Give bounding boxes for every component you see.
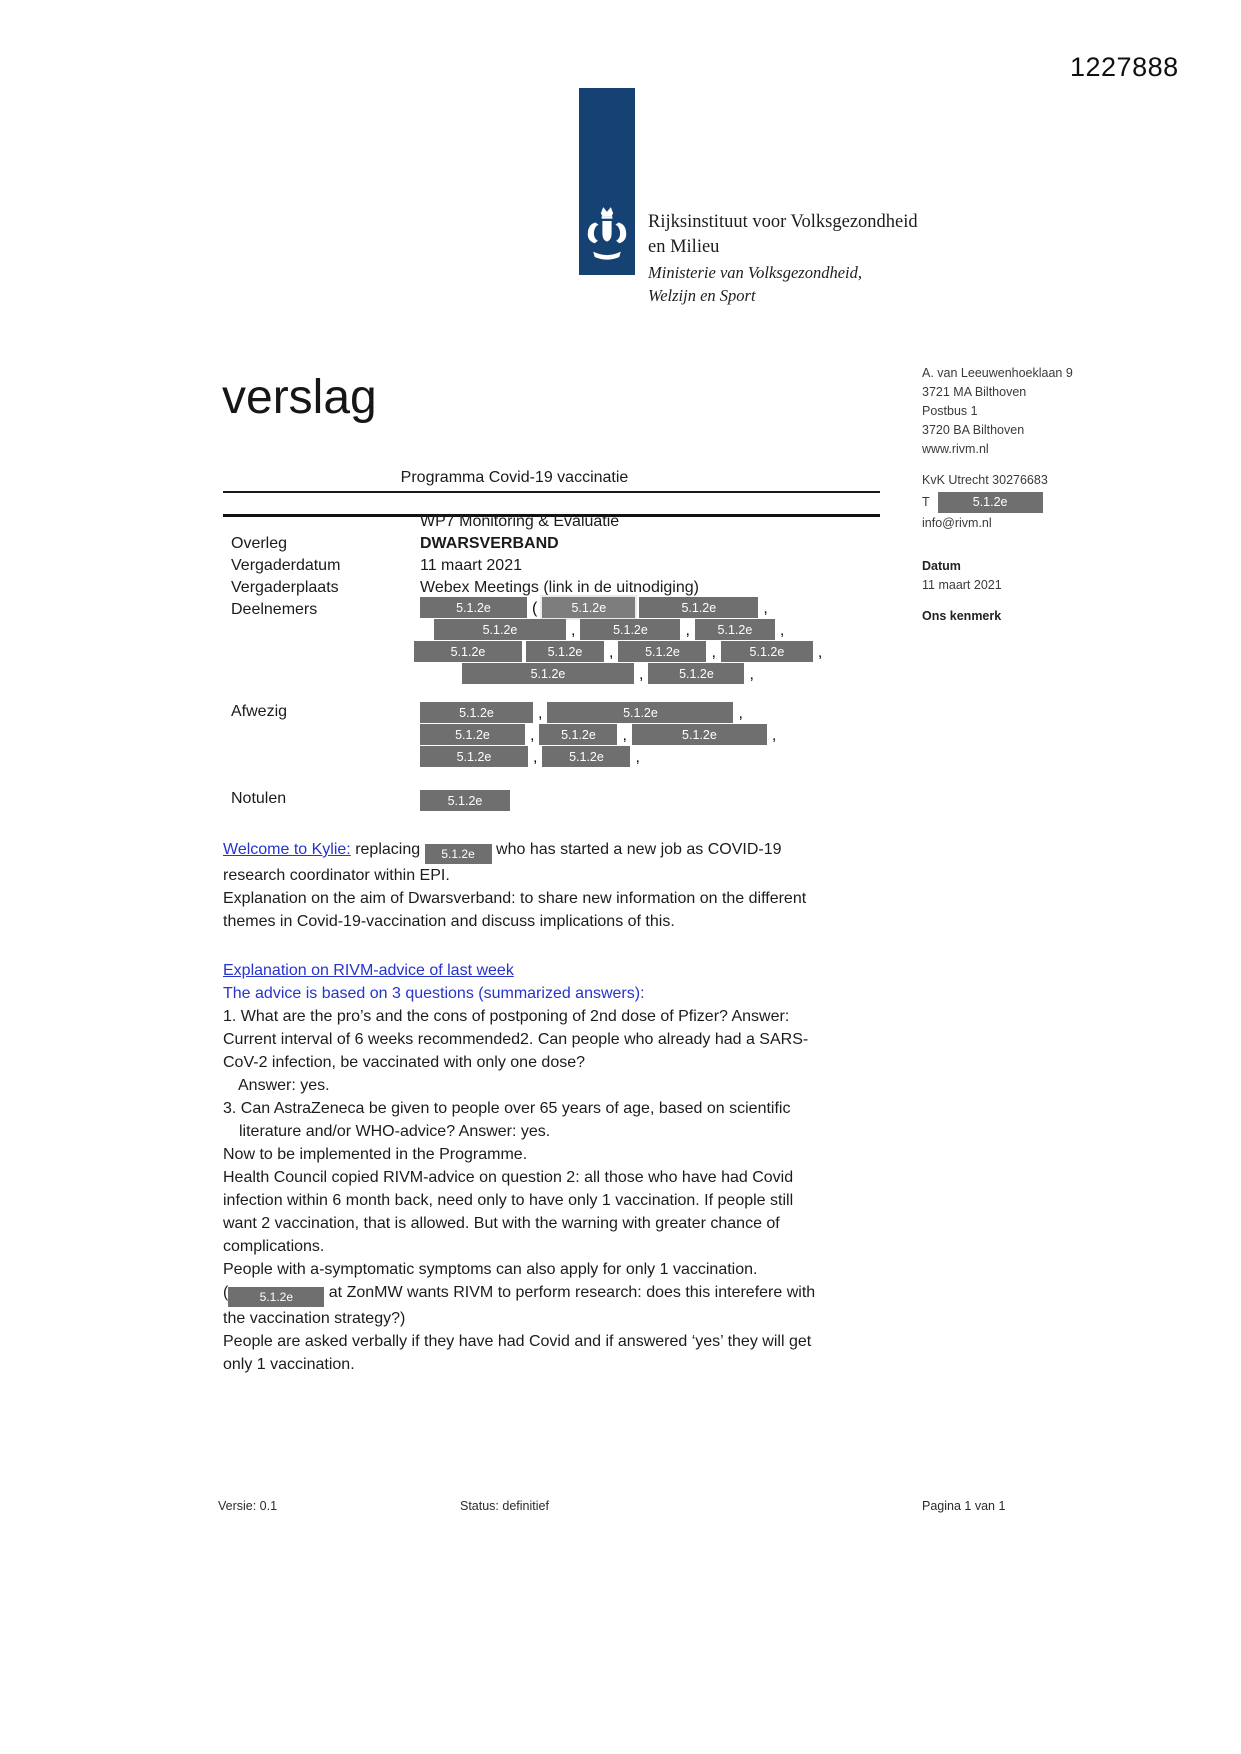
paragraph <box>223 982 823 1005</box>
phone-row <box>922 492 1122 513</box>
redaction-block: 5.1.2e <box>420 724 525 745</box>
letterhead-sidebar <box>922 364 1122 626</box>
address-line: www.rivm.nl <box>922 442 989 456</box>
redaction-block: 5.1.2e <box>938 492 1043 513</box>
redaction-block: 5.1.2e <box>420 702 533 723</box>
reference-label: Ons kenmerk <box>922 609 1002 623</box>
redaction-row <box>420 702 781 723</box>
address-line: Postbus 1 <box>922 404 978 418</box>
footer-page-number: Pagina 1 van 1 <box>922 1499 1006 1513</box>
text: 3. Can AstraZeneca be given to people over 65 years of age, based on scientific literature and/or WHO-advice? Answer: yes. <box>223 1100 791 1140</box>
text: People with a-symptomatic symptoms can also apply for only 1 vaccination. <box>223 1261 758 1278</box>
separator-text: , <box>711 644 716 661</box>
redaction-block: 5.1.2e <box>695 619 775 640</box>
separator-text: , <box>530 727 535 744</box>
redaction-block: 5.1.2e <box>462 663 634 684</box>
spacer <box>922 533 1122 545</box>
meeting-value-column <box>420 511 699 599</box>
ministry-name-line: Welzijn en Sport <box>648 286 756 305</box>
redaction-block: 5.1.2e <box>434 619 566 640</box>
redaction-block: 5.1.2e <box>420 746 528 767</box>
footer-version: Versie: 0.1 <box>218 1499 278 1513</box>
text: People are asked verbally if they have had Covid and if answered ‘yes’ they will get only 1 vaccination. <box>223 1333 812 1373</box>
date-label: Datum <box>922 559 961 573</box>
redaction-block: 5.1.2e <box>420 790 510 811</box>
org-name-line: Rijksinstituut voor Volksgezondheid <box>648 212 918 232</box>
spacer <box>922 595 1122 607</box>
meeting-value: Webex Meetings (link in de uitnodiging) <box>420 579 699 596</box>
separator-text: , <box>571 622 576 639</box>
meeting-value: 11 maart 2021 <box>420 557 522 574</box>
separator-text: , <box>538 705 543 722</box>
text: replacing <box>350 841 425 858</box>
link-text: Welcome to Kylie: <box>223 841 351 858</box>
text: Explanation on the aim of Dwarsverband: to share new information on the different themes in Covid-19-vaccination and discuss implications of this. <box>223 890 807 930</box>
meeting-value: WP7 Monitoring & Evaluatie <box>420 513 620 530</box>
paragraph <box>223 887 823 933</box>
separator-text: , <box>622 727 627 744</box>
text: who has started a new job as COVID-19 research coordinator within EPI. <box>223 841 782 884</box>
horizontal-rule <box>223 491 880 493</box>
redaction-block: 5.1.2e <box>526 641 604 662</box>
text: Answer: yes. <box>238 1077 330 1094</box>
address-line: 3720 BA Bilthoven <box>922 423 1025 437</box>
ministry-name <box>648 261 862 307</box>
redaction-row <box>434 619 827 640</box>
paragraph <box>223 959 823 982</box>
separator-text: , <box>817 644 823 661</box>
spacer <box>922 545 1122 557</box>
meeting-label: Deelnemers <box>231 601 318 618</box>
paragraph <box>238 1074 823 1097</box>
separator-text: , <box>533 749 538 766</box>
redaction-block: 5.1.2e <box>618 641 706 662</box>
document-id-stamp: 1227888 <box>1070 52 1179 82</box>
phone-label: T <box>922 495 930 509</box>
paragraph <box>223 1166 823 1258</box>
paragraph <box>223 1097 823 1143</box>
ministry-name-line: Ministerie van Volksgezondheid, <box>648 263 863 282</box>
address-line: 3721 MA Bilthoven <box>922 385 1027 399</box>
spacer <box>922 459 1122 471</box>
text: Health Council copied RIVM-advice on question 2: all those who have had Covid infection within 6 month back, need only to have only 1 vaccination. If people still want 2 vaccination, that is allowed. But with the warning with greater chance of complications. <box>223 1169 794 1255</box>
meeting-label: Vergaderplaats <box>231 579 339 596</box>
address-block <box>922 364 1122 459</box>
dutch-coat-of-arms-icon <box>584 203 630 265</box>
rivm-logo-bar <box>579 88 635 275</box>
separator-text: , <box>763 600 768 617</box>
separator-text: , <box>749 666 754 683</box>
redaction-block: 5.1.2e <box>542 746 630 767</box>
meeting-minutes-body <box>223 838 823 1376</box>
redaction-row <box>420 790 514 811</box>
redaction-row <box>420 597 827 618</box>
meeting-label: Overleg <box>231 535 288 552</box>
meeting-label-column <box>231 533 340 621</box>
redaction-block: 5.1.2e <box>580 619 680 640</box>
redaction-block: 5.1.2e <box>542 597 635 618</box>
redaction-block: 5.1.2e <box>721 641 813 662</box>
separator-text: ( <box>532 600 538 617</box>
redaction-row <box>420 746 781 767</box>
meeting-label: Vergaderdatum <box>231 557 341 574</box>
redaction-block: 5.1.2e <box>632 724 767 745</box>
redaction-block-inline: 5.1.2e <box>425 844 492 864</box>
separator-text: , <box>738 705 743 722</box>
address-line: A. van Leeuwenhoeklaan 9 <box>922 366 1073 380</box>
separator-text: , <box>635 749 640 766</box>
redaction-block: 5.1.2e <box>414 641 522 662</box>
separator-text: , <box>779 622 785 639</box>
redaction-block: 5.1.2e <box>648 663 744 684</box>
org-name-line: en Milieu <box>648 237 720 257</box>
redaction-row <box>414 641 827 662</box>
date-value: 11 maart 2021 <box>922 578 1002 592</box>
separator-text: , <box>685 622 690 639</box>
redaction-block: 5.1.2e <box>420 597 527 618</box>
programme-title: Programma Covid-19 vaccinatie <box>400 469 629 486</box>
paragraph <box>223 1281 823 1330</box>
separator-text: , <box>639 666 644 683</box>
text: Now to be implemented in the Programme. <box>223 1146 528 1163</box>
text: ( <box>223 1284 229 1301</box>
kvk-number: KvK Utrecht 30276683 <box>922 473 1048 487</box>
afwezig-redactions <box>420 702 781 768</box>
page-title: verslag <box>222 371 377 424</box>
deelnemers-redactions <box>420 597 827 685</box>
notulen-redactions <box>420 790 514 812</box>
meeting-value: DWARSVERBAND <box>420 535 559 552</box>
text: 1. What are the pro’s and the cons of postponing of 2nd dose of Pfizer? Answer: Current interval of 6 weeks recommended2. Can people who already had a SARS-CoV-2 infection, be vaccinated with only one dose? <box>223 1008 809 1071</box>
separator-text: , <box>771 727 777 744</box>
redaction-block-inline: 5.1.2e <box>228 1287 324 1307</box>
redaction-block: 5.1.2e <box>639 597 758 618</box>
paragraph <box>223 1258 823 1281</box>
afwezig-label: Afwezig <box>231 703 288 720</box>
redaction-block: 5.1.2e <box>539 724 617 745</box>
paragraph <box>223 1330 823 1376</box>
link-text: Explanation on RIVM-advice of last week <box>223 962 514 979</box>
separator-text: , <box>609 644 614 661</box>
redaction-row <box>420 724 781 745</box>
org-name <box>648 210 918 260</box>
paragraph <box>223 1005 823 1074</box>
notulen-label: Notulen <box>231 790 287 807</box>
redaction-block: 5.1.2e <box>547 702 733 723</box>
paragraph <box>223 1143 823 1166</box>
text: at ZonMW wants RIVM to perform research: does this interefere with the vaccination strategy?) <box>223 1284 816 1327</box>
highlight-text: The advice is based on 3 questions (summarized answers): <box>223 985 645 1002</box>
redaction-row <box>462 663 827 684</box>
email-address: info@rivm.nl <box>922 516 992 530</box>
paragraph <box>223 838 823 887</box>
footer-status: Status: definitief <box>460 1499 549 1513</box>
